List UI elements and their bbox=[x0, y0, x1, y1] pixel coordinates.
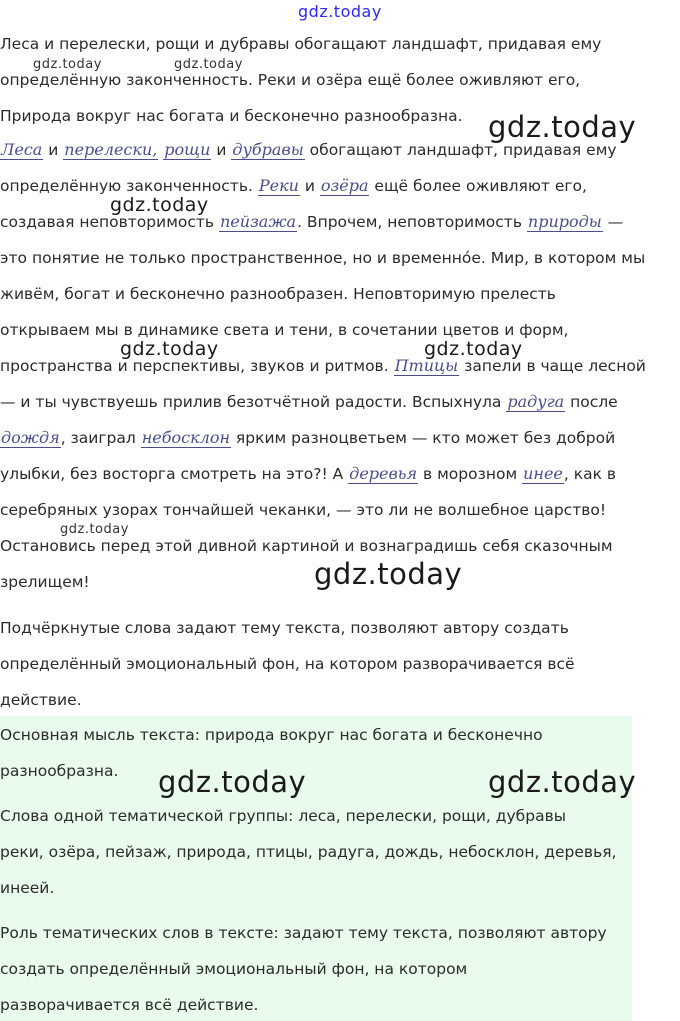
annotated-line: Остановись перед этой дивной картиной и вознаградишь себя сказочным bbox=[0, 537, 613, 555]
text-line: Леса и перелески, рощи и дубравы обогащают ландшафт, придавая ему bbox=[0, 35, 602, 53]
watermark: gdz.today bbox=[174, 57, 243, 72]
role-line: создать определённый эмоциональный фон, на котором bbox=[0, 960, 468, 978]
annotated-line: серебряных узорах тончайшей чеканки, — это ли не волшебное царство! bbox=[0, 501, 607, 519]
thematic-group-line: реки, озёра, пейзаж, природа, птицы, радуга, дождь, небосклон, деревья, bbox=[0, 843, 617, 861]
watermark-top: gdz.today bbox=[298, 2, 382, 21]
annotated-line: пространства и перспективы, звуков и ритмов. Птицы запели в чаще лесной bbox=[0, 356, 646, 375]
watermark: gdz.today bbox=[424, 338, 523, 360]
role-line: разворачивается всё действие. bbox=[0, 996, 259, 1014]
underlined-word: дождя bbox=[1, 428, 60, 447]
watermark: gdz.today bbox=[33, 57, 102, 72]
thematic-group-line: инеей. bbox=[0, 879, 55, 897]
underlined-word: перелески, bbox=[64, 140, 158, 159]
annotated-line: Леса и перелески, рощи и дубравы обогащают ландшафт, придавая ему bbox=[1, 140, 617, 159]
annotated-line: — и ты чувствуешь прилив безотчётной радости. Вспыхнула радуга после bbox=[0, 392, 618, 411]
underlined-word: природы bbox=[527, 212, 602, 231]
underlined-word: пейзажа bbox=[220, 212, 297, 231]
explanation-line: определённый эмоциональный фон, на котором разворачивается всё bbox=[0, 655, 575, 673]
underlined-word: инее bbox=[523, 464, 563, 483]
watermark: gdz.today bbox=[158, 765, 307, 799]
underlined-word: рощи bbox=[164, 140, 211, 159]
underlined-word: деревья bbox=[349, 464, 418, 483]
underlined-word: небосклон bbox=[141, 428, 230, 447]
watermark: gdz.today bbox=[488, 110, 637, 144]
underlined-word: Птицы bbox=[394, 356, 459, 375]
annotated-line: зрелищем! bbox=[0, 573, 90, 591]
annotated-line: живём, богат и бесконечно разнообразен. Неповторимую прелесть bbox=[0, 285, 556, 303]
watermark: gdz.today bbox=[110, 194, 209, 216]
annotated-line: улыбки, без восторга смотреть на это?! А деревья в морозном инее, как в bbox=[0, 464, 617, 483]
annotated-line: определённую законченность. Реки и озёра ещё более оживляют его, bbox=[0, 176, 587, 195]
underlined-word: озёра bbox=[320, 176, 369, 195]
main-idea-line: Основная мысль текста: природа вокруг нас богата и бесконечно bbox=[0, 726, 543, 744]
underlined-word: Реки bbox=[258, 176, 299, 195]
underlined-word: дубравы bbox=[232, 140, 304, 159]
underlined-word: радуга bbox=[507, 392, 565, 411]
main-idea-line: разнообразна. bbox=[0, 762, 119, 780]
annotated-line: открываем мы в динамике света и тени, в сочетании цветов и форм, bbox=[0, 321, 569, 339]
explanation-line: Подчёркнутые слова задают тему текста, позволяют автору создать bbox=[0, 619, 569, 637]
watermark: gdz.today bbox=[488, 765, 637, 799]
text-line: Природа вокруг нас богата и бесконечно разнообразна. bbox=[0, 107, 463, 125]
annotated-line: создавая неповторимость пейзажа. Впрочем, неповторимость природы — bbox=[0, 212, 624, 231]
role-line: Роль тематических слов в тексте: задают тему текста, позволяют автору bbox=[0, 924, 607, 942]
thematic-group-line: Слова одной тематической группы: леса, перелески, рощи, дубравы bbox=[0, 807, 566, 825]
watermark: gdz.today bbox=[60, 522, 129, 537]
explanation-line: действие. bbox=[0, 691, 82, 709]
text-line: определённую законченность. Реки и озёра ещё более оживляют его, bbox=[0, 71, 581, 89]
annotated-line: это понятие не только пространственное, но и временно́е. Мир, в котором мы bbox=[0, 249, 646, 267]
underlined-word: Леса bbox=[1, 140, 43, 159]
watermark: gdz.today bbox=[314, 557, 463, 591]
watermark: gdz.today bbox=[120, 338, 219, 360]
annotated-line: дождя, заиграл небосклон ярким разноцветьем — кто может без доброй bbox=[1, 428, 616, 447]
